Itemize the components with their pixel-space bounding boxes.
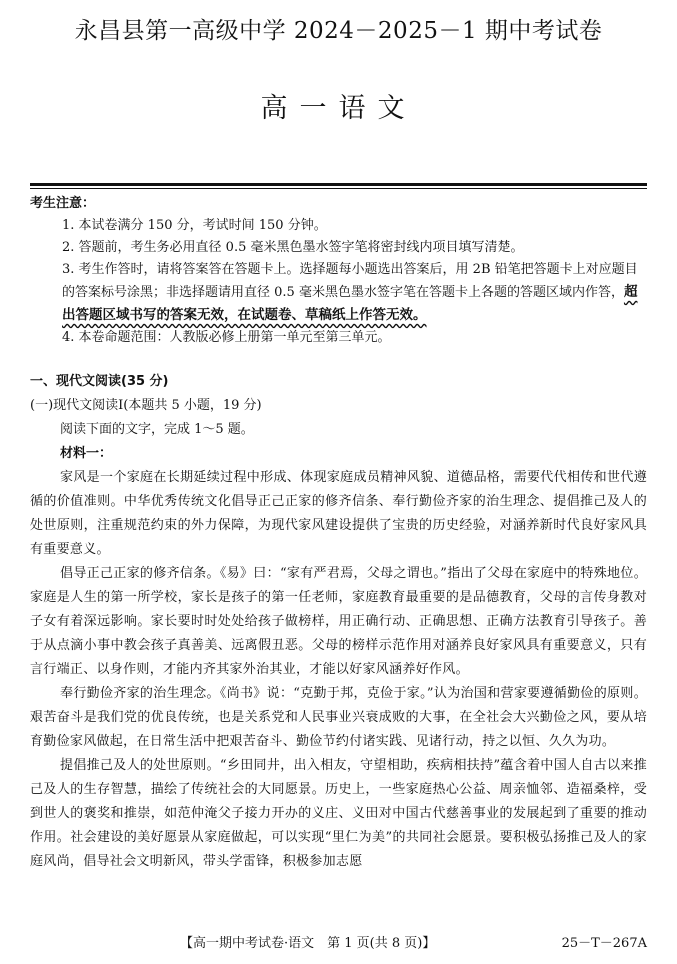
notice-item-3-text: 3. 考生作答时，请将答案答在答题卡上。选择题每小题选出答案后，用 2B 铅笔把答题卡上对应题目的答案标号涂黑；非选择题请用直径 0.5 毫米黑色墨水签字笔在答题卡上各题的答题区域内作答， — [62, 262, 638, 300]
exam-title: 永昌县第一高级中学 2024－2025－1 期中考试卷 — [74, 18, 603, 44]
notice-item-4: 4. 本卷命题范围：人教版必修上册第一单元至第三单元。 — [62, 330, 391, 345]
header-rule-thin — [30, 188, 647, 189]
section-subheading: (一)现代文阅读Ⅰ(本题共 5 小题，19 分) — [30, 398, 262, 413]
notice-item-1: 1. 本试卷满分 150 分，考试时间 150 分钟。 — [62, 218, 327, 233]
subject-title: 高一语文 — [260, 93, 417, 124]
header-rule-thick — [30, 183, 647, 186]
footer-code: 25－T－267A — [561, 936, 647, 951]
reading-section — [30, 370, 647, 874]
page-footer — [30, 932, 647, 952]
notice-warning: 超出答题区域书写的答案无效，在试题卷、草稿纸上作答无效。 — [62, 284, 638, 323]
section-instruction: 阅读下面的文字，完成 1～5 题。 — [60, 422, 254, 437]
footer-page-info: 【高一期中考试卷·语文 第 1 页(共 8 页)】 — [180, 936, 436, 951]
paragraph: 家风是一个家庭在长期延续过程中形成、体现家庭成员精神风貌、道德品格，需要代代相传和世代遵循的价值准则。中华优秀传统文化倡导正己正家的修齐信条、奉行勤俭齐家的治生理念、提倡推己及人的处世原则，注重规范约束的外力保障，为现代家风建设提供了宝贵的历史经验，对涵养新时代良好家风具有重要意义。 — [30, 470, 647, 557]
notice-item-3 — [30, 259, 647, 327]
notice-heading: 考生注意： — [30, 196, 96, 211]
candidate-notice — [30, 193, 647, 349]
paragraph: 奉行勤俭齐家的治生理念。《尚书》说：“克勤于邦，克俭于家。”认为治国和营家要遵循勤俭的原则。艰苦奋斗是我们党的优良传统，也是关系党和人民事业兴衰成败的大事，在全社会大兴勤俭之风，要从培育勤俭家风做起，在日常生活中把艰苦奋斗、勤俭节约付诸实践、见诸行动，持之以恒、久久为功。 — [30, 686, 647, 749]
material-label: 材料一： — [60, 446, 113, 461]
paragraph: 倡导正己正家的修齐信条。《易》曰：“家有严君焉，父母之谓也。”指出了父母在家庭中的特殊地位。家庭是人生的第一所学校，家长是孩子的第一任老师，家庭教育最重要的是品德教育，父母的言传身教对子女有着深远影响。家长要时时处处给孩子做榜样，用正确行动、正确思想、正确方法教育引导孩子。善于从点滴小事中教会孩子真善美、远离假丑恶。父母的榜样示范作用对涵养良好家风具有重要意义，只有言行端正、以身作则，才能内齐其家外治其业，才能以好家风涵养好作风。 — [30, 566, 647, 677]
notice-item-2: 2. 答题前，考生务必用直径 0.5 毫米黑色墨水签字笔将密封线内项目填写清楚。 — [62, 240, 524, 255]
section-heading: 一、现代文阅读(35 分) — [30, 374, 169, 389]
paragraph: 提倡推己及人的处世原则。“乡田同井，出入相友，守望相助，疾病相扶持”蕴含着中国人自古以来推己及人的生存智慧，描绘了传统社会的大同愿景。历史上，一些家庭热心公益、周亲恤邻、造福桑梓，受到世人的褒奖和推崇，如范仲淹父子接力开办的义庄、义田对中国古代慈善事业的发展起到了重要的推动作用。社会建设的美好愿景从家庭做起，可以实现“里仁为美”的共同社会愿景。要积极弘扬推己及人的家庭风尚，倡导社会文明新风，带头学雷锋，积极参加志愿 — [30, 758, 647, 869]
